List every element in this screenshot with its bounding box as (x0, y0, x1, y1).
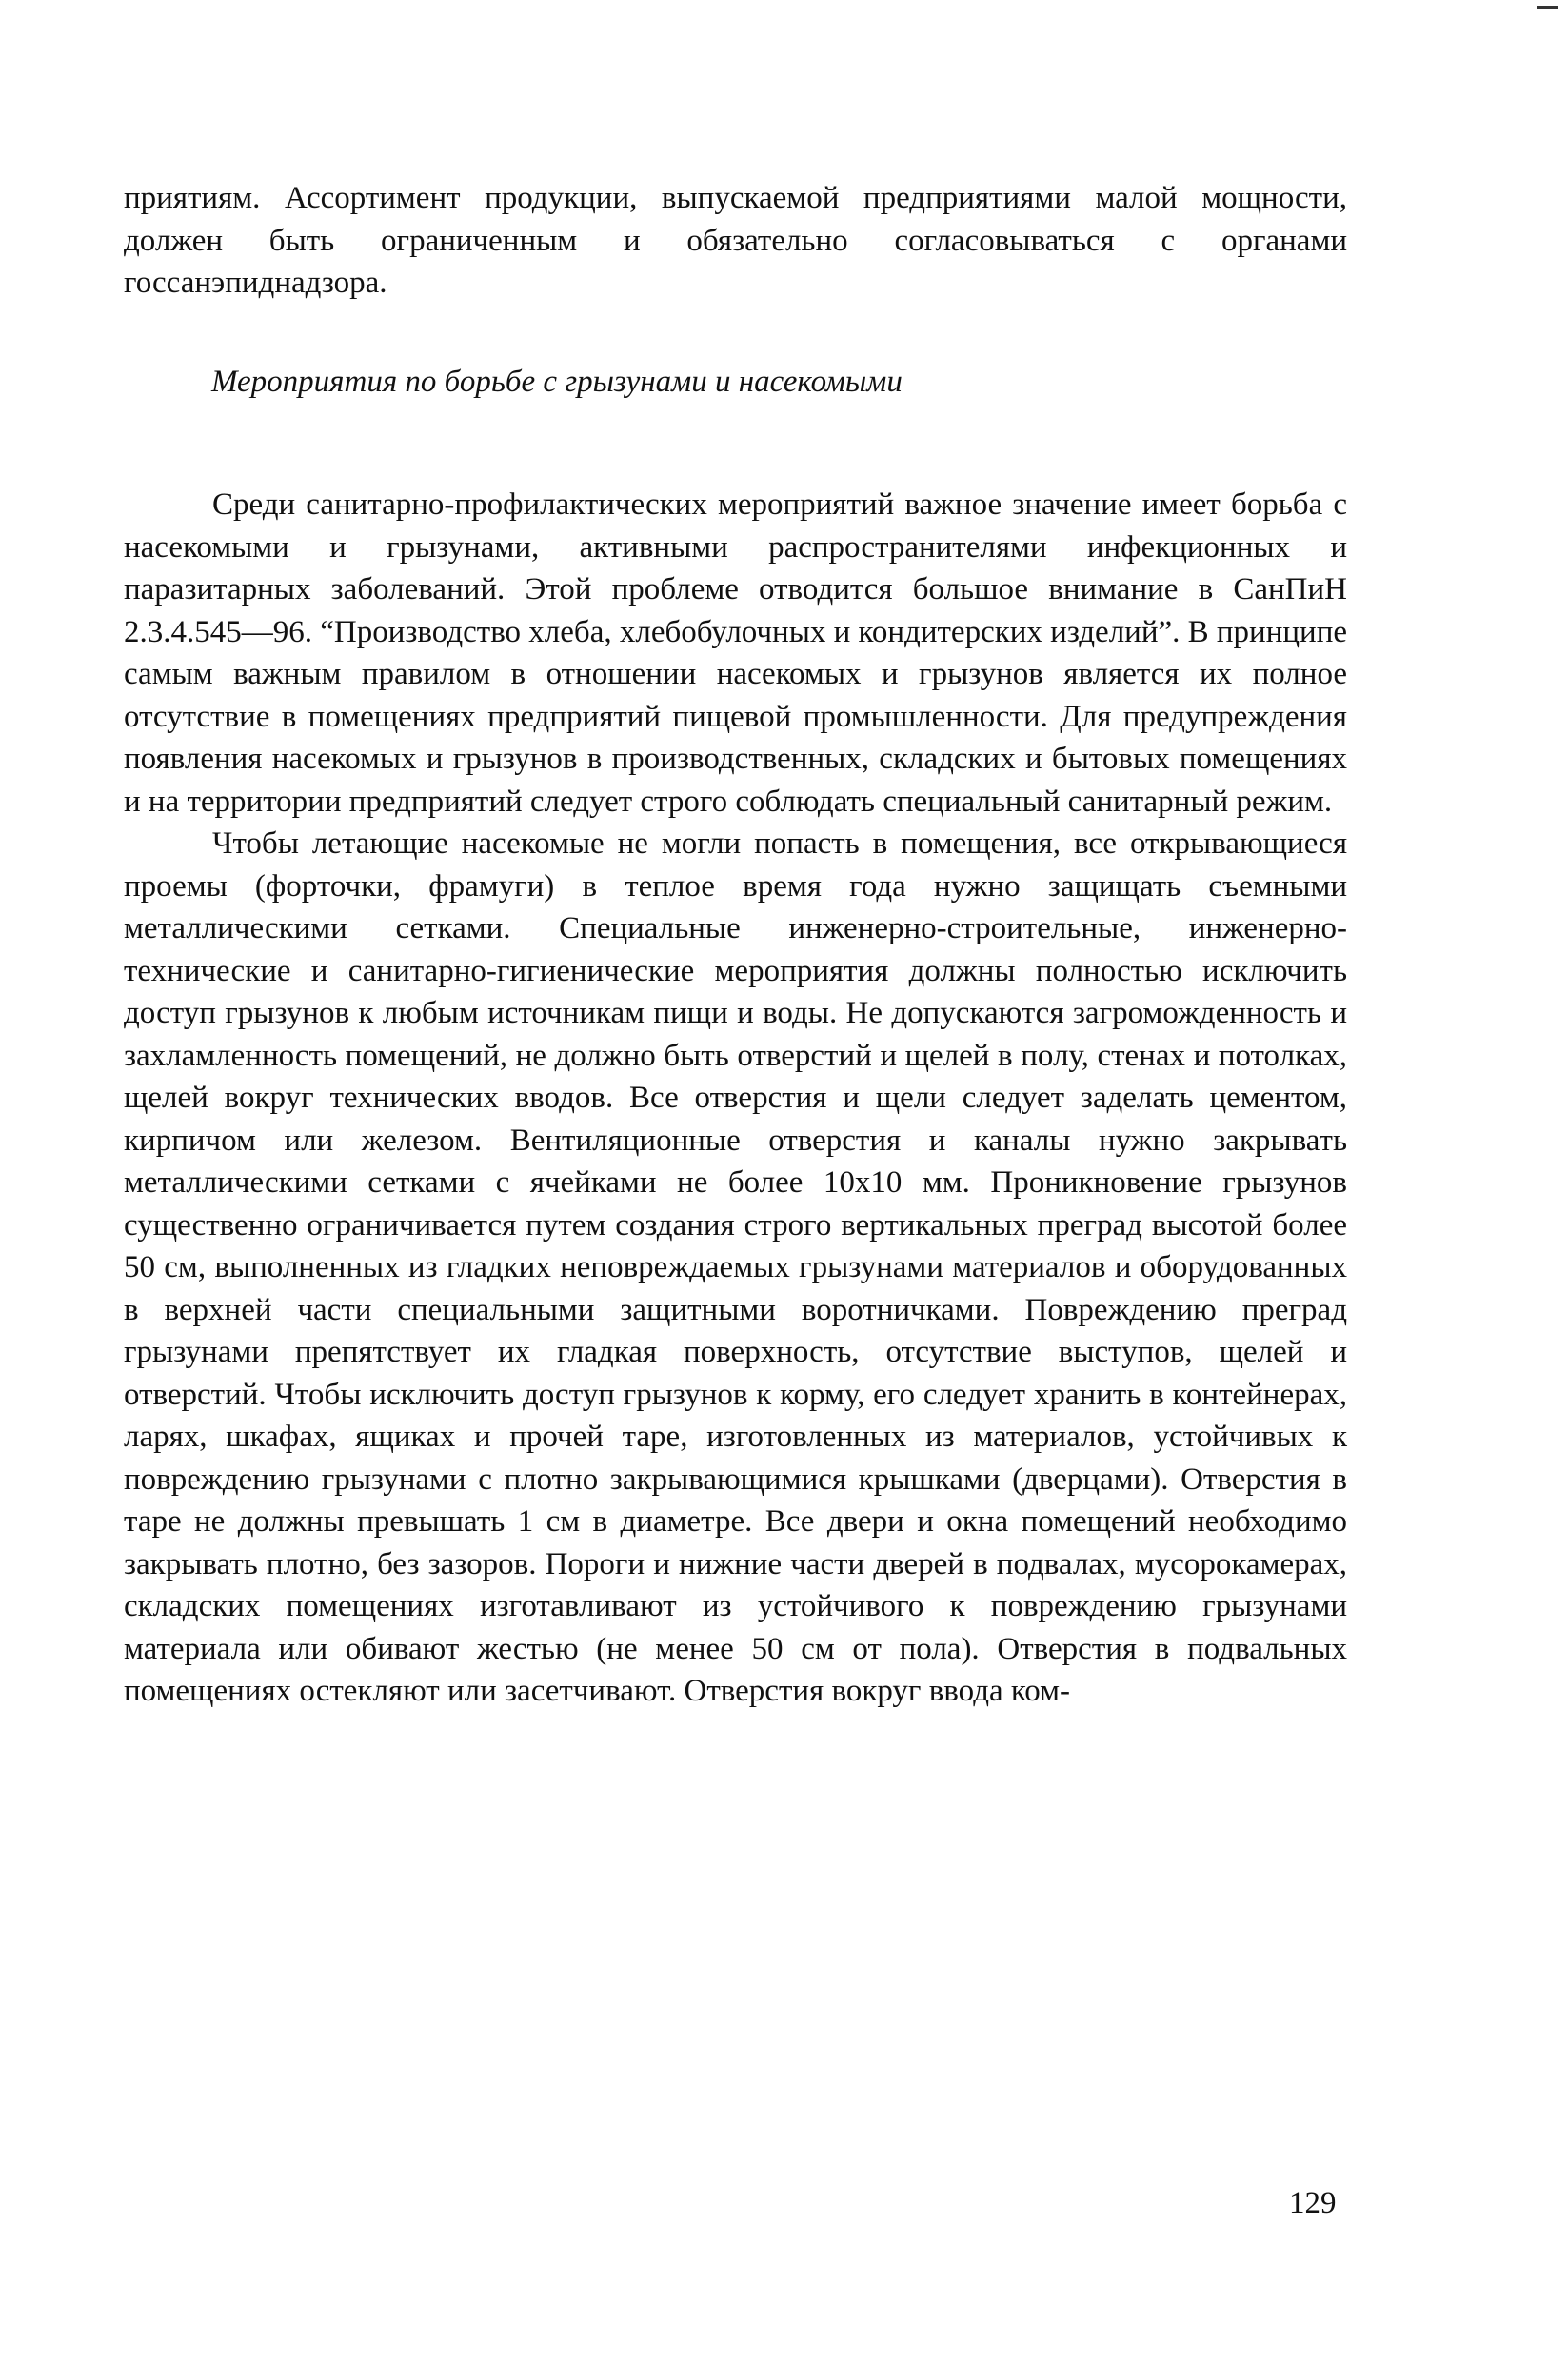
continued-paragraph (124, 177, 1347, 305)
scan-edge-mark (1537, 6, 1558, 9)
body-text (124, 484, 1347, 1713)
continued-paragraph-text: приятиям. Ассортимент продукции, выпускаемой предприятиями малой мощности, должен быть ограниченным и обязательно согласовываться с органами госсанэпиднадзора. (124, 181, 1347, 300)
paragraph-1: Среди санитарно-профилактических мероприятий важное значение имеет борьба с насекомыми и грызунами, активными распространителями инфекционных и паразитарных заболеваний. Этой проблеме отводится большое внимание в СанПиН 2.3.4.545—96. “Производство хлеба, хлебобулочных и кондитерских изделий”. В принципе самым важным правилом в отношении насекомых и грызунов является их полное отсутствие в помещениях предприятий пищевой промышленности. Для предупреждения появления насекомых и грызунов в производственных, складских и бытовых помещениях и на территории предприятий следует строго соблюдать специальный санитарный режим. (124, 487, 1348, 819)
section-heading: Мероприятия по борьбе с грызунами и насекомыми (211, 365, 903, 399)
paragraph-2: Чтобы летающие насекомые не могли попасть в помещения, все открывающиеся проемы (форточки, фрамуги) в теплое время года нужно защищать съемными металлическими сетками. Специальные инженерно-строительные, инженерно-технические и санитарно-гигиенические мероприятия должны полностью исключить доступ грызунов к любым источникам пищи и воды. Не допускаются загроможденность и захламленность помещений, не должно быть отверстий и щелей в полу, стенах и потолках, щелей вокруг технических вводов. Все отверстия и щели следует заделать цементом, кирпичом или железом. Вентиляционные отверстия и каналы нужно закрывать металлическими сетками с ячейками не более 10x10 мм. Проникновение грызунов существенно ограничивается путем создания строго вертикальных преград высотой более 50 см, выполненных из гладких неповреждаемых грызунами материалов и оборудованных в верхней части специальными защитными воротничками. Повреждению преград грызунами препятствует их гладкая поверхность, отсутствие выступов, щелей и отверстий. Чтобы исключить доступ грызунов к корму, его следует хранить в контейнерах, ларях, шкафах, ящиках и прочей таре, изготовленных из материалов, устойчивых к повреждению грызунами с плотно закрывающимися крышками (дверцами). Отверстия в таре не должны превышать 1 см в диаметре. Все двери и окна помещений необходимо закрывать плотно, без зазоров. Пороги и нижние части дверей в подвалах, мусорокамерах, складских помещениях изготавливают из устойчивого к повреждению грызунами материала или обивают жестью (не менее 50 см от пола). Отверстия в подвальных помещениях остекляют или засетчивают. Отверстия вокруг ввода ком- (124, 826, 1347, 1708)
page-number: 129 (1289, 2186, 1337, 2220)
